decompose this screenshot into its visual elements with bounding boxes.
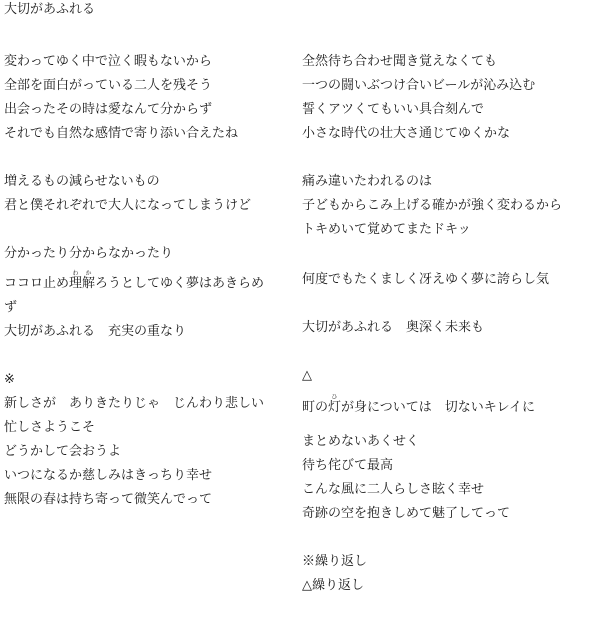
lyric-line: どうかして会おうよ bbox=[4, 444, 122, 459]
chorus-mark: ※ bbox=[4, 372, 15, 387]
lyric-line: 忙しさようこそ bbox=[4, 420, 96, 435]
lyric-text: ココロ止め bbox=[4, 276, 70, 291]
stanza-gap bbox=[4, 344, 294, 368]
stanza-gap bbox=[302, 526, 602, 550]
ruby-word bbox=[69, 270, 96, 291]
lyric-line: 全然待ち合わせ聞き覚えなくても bbox=[302, 54, 498, 69]
lyric-text: 町の bbox=[302, 400, 329, 415]
lyric-line: いつになるか慈しみはきっちり幸せ bbox=[4, 468, 213, 483]
lyric-line: トキめいて覚めてまたドキッ bbox=[302, 222, 471, 237]
ruby-reading: ひ bbox=[328, 394, 342, 401]
lyric-line: 変わってゆく中で泣く暇もないから bbox=[4, 54, 212, 69]
lyric-line: 出会ったその時は愛なんて分からず bbox=[4, 102, 213, 117]
ruby-base: 理解 bbox=[69, 276, 96, 291]
lyric-line: 大切があふれる 奥深く未来も bbox=[302, 320, 485, 335]
lyric-line: 全部を面白がっている二人を残そう bbox=[4, 78, 213, 93]
lyric-line: 大切があふれる 充実の重なり bbox=[4, 324, 187, 339]
lyric-line: 無限の春は持ち寄って微笑んでって bbox=[4, 492, 213, 507]
lyric-line: 待ち侘びて最高 bbox=[302, 458, 394, 473]
stanza-gap bbox=[302, 340, 602, 364]
ruby-reading: わか bbox=[69, 270, 96, 277]
repeat-note: △繰り返し bbox=[302, 578, 364, 593]
song-title: 大切があふれる bbox=[4, 2, 96, 17]
lyric-line: 分かったり分からなかったり bbox=[4, 246, 174, 261]
lyric-line: 君と僕それぞれで大人になってしまうけど bbox=[4, 198, 252, 213]
stanza-gap bbox=[302, 242, 602, 268]
lyric-line: 子どもからこみ上げる確かが強く変わるから bbox=[302, 198, 563, 213]
stanza-gap bbox=[302, 420, 602, 430]
chorus-mark: △ bbox=[302, 368, 312, 383]
lyric-line: 何度でもたくましく冴えゆく夢に誇らし気 bbox=[302, 272, 550, 287]
lyric-line: 痛み違いたわれるのは bbox=[302, 174, 433, 189]
lyric-text: ろうとしてゆく夢はあきらめず bbox=[4, 276, 265, 315]
ruby-base: 灯 bbox=[328, 400, 342, 415]
lyrics-left-column bbox=[4, 50, 294, 512]
lyric-line: まとめないあくせく bbox=[302, 434, 420, 449]
lyrics-right-column bbox=[302, 50, 602, 598]
lyric-line: 奇跡の空を抱きしめて魅了してって bbox=[302, 506, 511, 521]
stanza-gap bbox=[302, 292, 602, 316]
lyric-line: 新しさが ありきたりじゃ じんわり悲しい bbox=[4, 396, 265, 411]
lyric-line: 一つの闘いぶつけ合いビールが沁み込む bbox=[302, 78, 536, 93]
stanza-gap bbox=[4, 146, 294, 170]
stanza-gap bbox=[302, 146, 602, 170]
lyric-text: が身については 切ないキレイに bbox=[341, 400, 535, 415]
lyric-line: それでも自然な感情で寄り添い合えたね bbox=[4, 126, 239, 141]
lyric-line: 小さな時代の壮大さ通じてゆくかな bbox=[302, 126, 511, 141]
lyric-line: こんな風に二人らしさ眩く幸せ bbox=[302, 482, 485, 497]
lyric-line-ruby bbox=[4, 266, 274, 320]
lyric-line: 誓くアツくてもいい具合刻んで bbox=[302, 102, 485, 117]
repeat-note: ※繰り返し bbox=[302, 554, 368, 569]
ruby-word bbox=[328, 394, 342, 415]
lyric-line: 増えるもの減らせないもの bbox=[4, 174, 160, 189]
stanza-gap bbox=[4, 218, 294, 242]
lyric-line-ruby bbox=[302, 388, 602, 420]
